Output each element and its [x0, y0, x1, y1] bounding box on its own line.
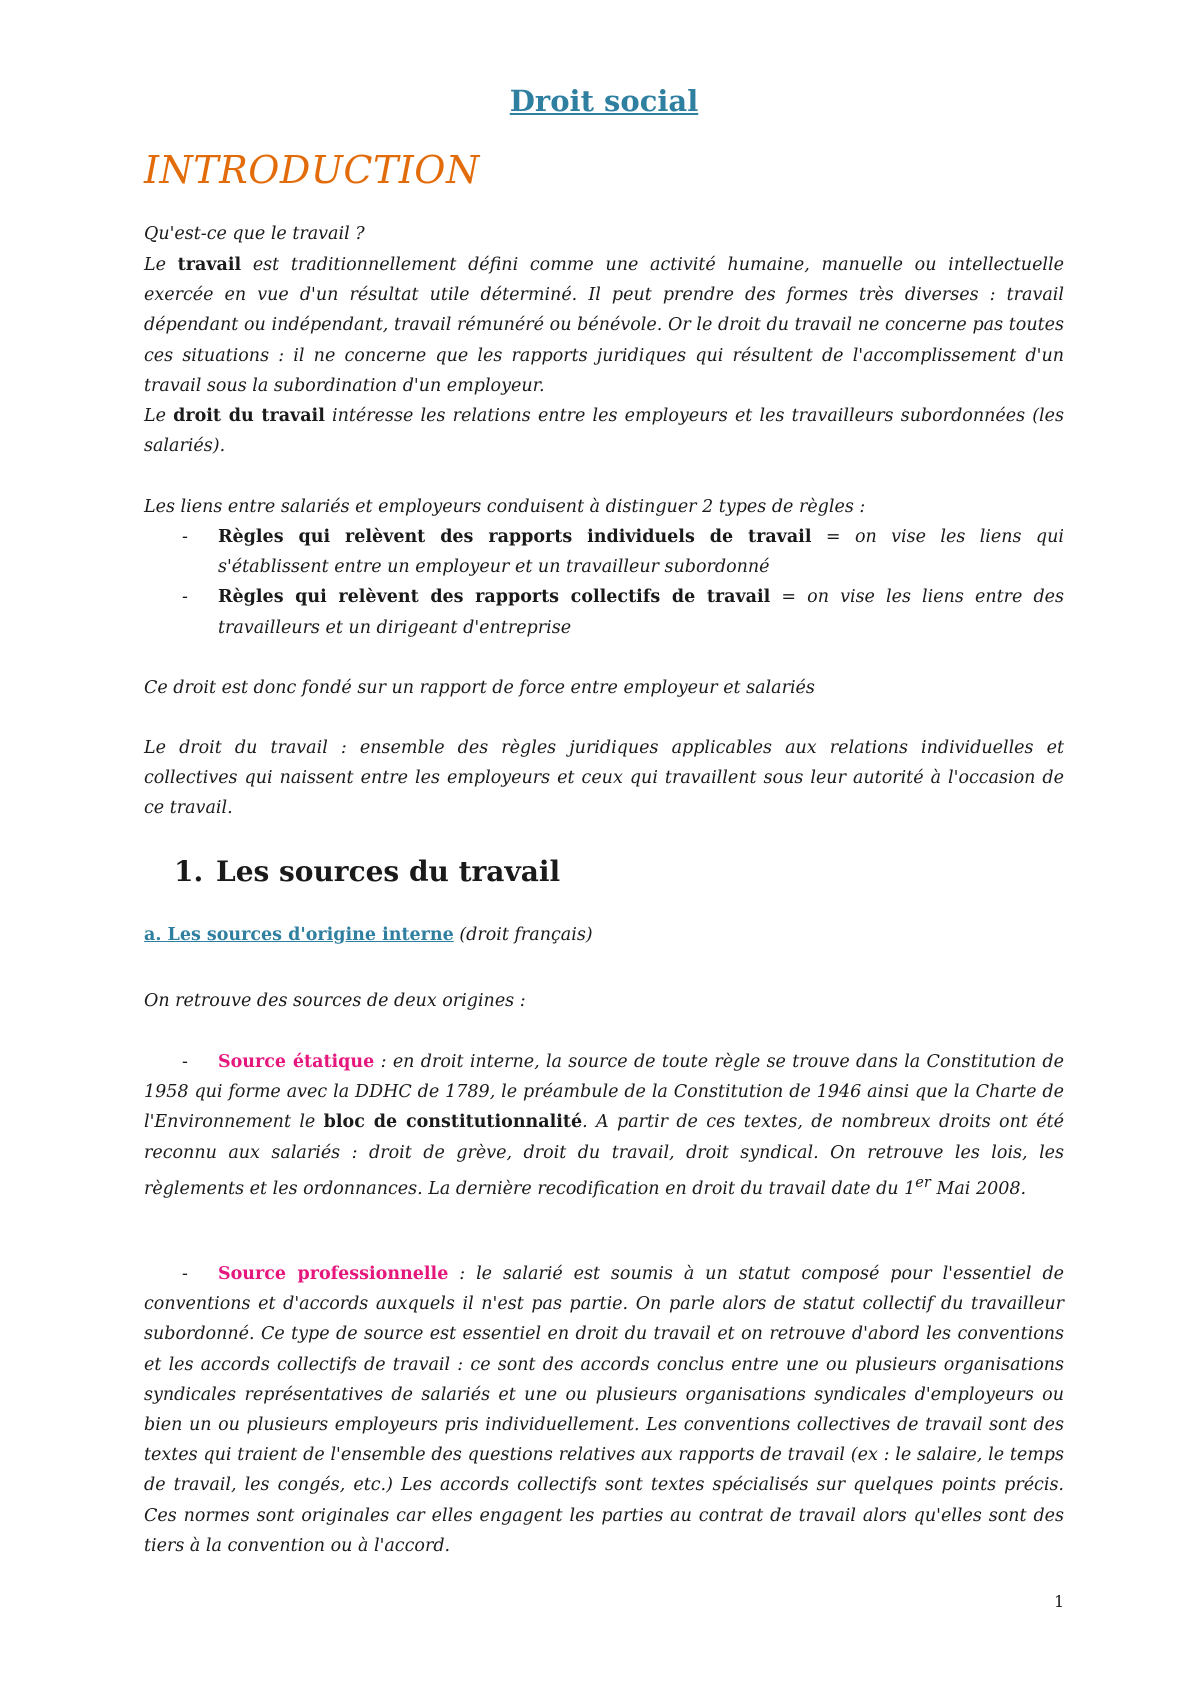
dash-bullet: -	[182, 527, 188, 547]
source-etatique-item	[144, 1047, 1064, 1204]
paragraph-liens: Les liens entre salariés et employeurs conduisent à distinguer 2 types de règles :	[144, 497, 866, 517]
dash-bullet: -	[182, 1264, 188, 1284]
source-etatique-label: Source étatique	[218, 1052, 375, 1072]
question-text: Qu'est-ce que le travail ?	[144, 224, 365, 244]
professionnelle-text: : le salarié est soumis à un statut composé pour l'essentiel de conventions et d'accords auxquels il n'est pas partie. On parle alors de statut collectif du travailleur subordonné. Ce type de source est essentiel en droit du travail et on retrouve d'abord les conventions et les accords collectifs de travail : ce sont des accords conclus entre une ou plusieurs organisations syndicales représentatives de salariés et une ou plusieurs organisations syndicales d'employeurs ou bien un ou plusieurs employeurs pris individuellement. Les conventions collectives de travail sont des textes qui traient de l'ensemble des questions relatives aux rapports de travail (ex : le salaire, le temps de travail, les congés, etc.) Les accords collectifs sont textes spécialisés sur quelques points précis. Ces normes sont originales car elles engagent les parties au contrat de travail alors qu'elles sont des tiers à la convention ou à l'accord.	[144, 1264, 1064, 1556]
rule-text: = on vise les liens qui s'établissent entre un employeur et un travailleur subordonné	[218, 527, 1064, 578]
section-number: 1.	[174, 855, 204, 888]
document-title: Droit social	[509, 84, 699, 118]
rule-bold: Règles qui relèvent des rapports individuels de travail	[218, 527, 812, 547]
rules-list	[144, 522, 1064, 643]
p2-text: intéresse les relations entre les employeurs et les travailleurs subordonnées (les salariés).	[144, 406, 1064, 457]
source-professionnelle-label: Source professionnelle	[218, 1264, 449, 1284]
etatique-text-1: : en droit interne, la source de toute règle se trouve dans la Constitution de 1958 qui forme avec la DDHC de 1789, le préambule de la Constitution de 1946 ainsi que la Charte de l'Environnement le	[144, 1052, 1064, 1133]
intro-question	[144, 219, 1064, 249]
dash-bullet: -	[182, 1052, 188, 1072]
etatique-text-2: . A partir de ces textes, de nombreux droits ont été reconnu aux salariés : droit de grève, droit du travail, droit syndical. On retrouve les lois, les règlements et les ordonnances. La dernière recodification en droit du travail date du 1	[144, 1112, 1064, 1199]
page-number: 1	[1054, 1592, 1065, 1611]
section-heading	[174, 855, 560, 888]
source-professionnelle-item	[144, 1259, 1064, 1561]
list-item	[144, 522, 1064, 582]
etatique-sup: er	[915, 1173, 931, 1191]
p2-bold-term: droit du travail	[173, 406, 325, 426]
rule-bold: Règles qui relèvent des rapports collectifs de travail	[218, 587, 771, 608]
p1-prefix: Le	[144, 255, 178, 275]
paragraph-rapport-force: Ce droit est donc fondé sur un rapport de force entre employeur et salariés	[144, 678, 815, 698]
etatique-text-3: Mai 2008.	[930, 1178, 1027, 1199]
paragraph-definition: Le droit du travail : ensemble des règles juridiques applicables aux relations individuelles et collectives qui naissent entre les employeurs et ceux qui travaillent sous leur autorité à l'occasion de ce travail.	[144, 738, 1064, 819]
paragraph-deux-origines: On retrouve des sources de deux origines :	[144, 991, 526, 1011]
p2-prefix: Le	[144, 406, 174, 426]
paragraph-droit-du-travail	[144, 401, 1064, 461]
dash-bullet: -	[182, 587, 188, 608]
subsection-link[interactable]: a. Les sources d'origine interne	[144, 925, 454, 945]
section-title: Les sources du travail	[216, 855, 561, 888]
subsection-heading	[144, 925, 593, 945]
rule-text: = on vise les liens entre des travailleurs et un dirigeant d'entreprise	[218, 587, 1064, 638]
introduction-heading: INTRODUCTION	[144, 148, 480, 192]
p1-bold-term: travail	[177, 255, 242, 275]
etatique-bold: bloc de constitutionnalité	[323, 1112, 583, 1133]
subsection-paren: (droit français)	[453, 925, 593, 945]
paragraph-travail	[144, 250, 1064, 401]
p1-text: est traditionnellement défini comme une activité humaine, manuelle ou intellectuelle exercée en vue d'un résultat utile déterminé. Il peut prendre des formes très diverses : travail dépendant ou indépendant, travail rémunéré ou bénévole. Or le droit du travail ne concerne pas toutes ces situations : il ne concerne que les rapports juridiques qui résultent de l'accomplissement d'un travail sous la subordination d'un employeur.	[144, 255, 1064, 396]
list-item	[144, 582, 1064, 642]
